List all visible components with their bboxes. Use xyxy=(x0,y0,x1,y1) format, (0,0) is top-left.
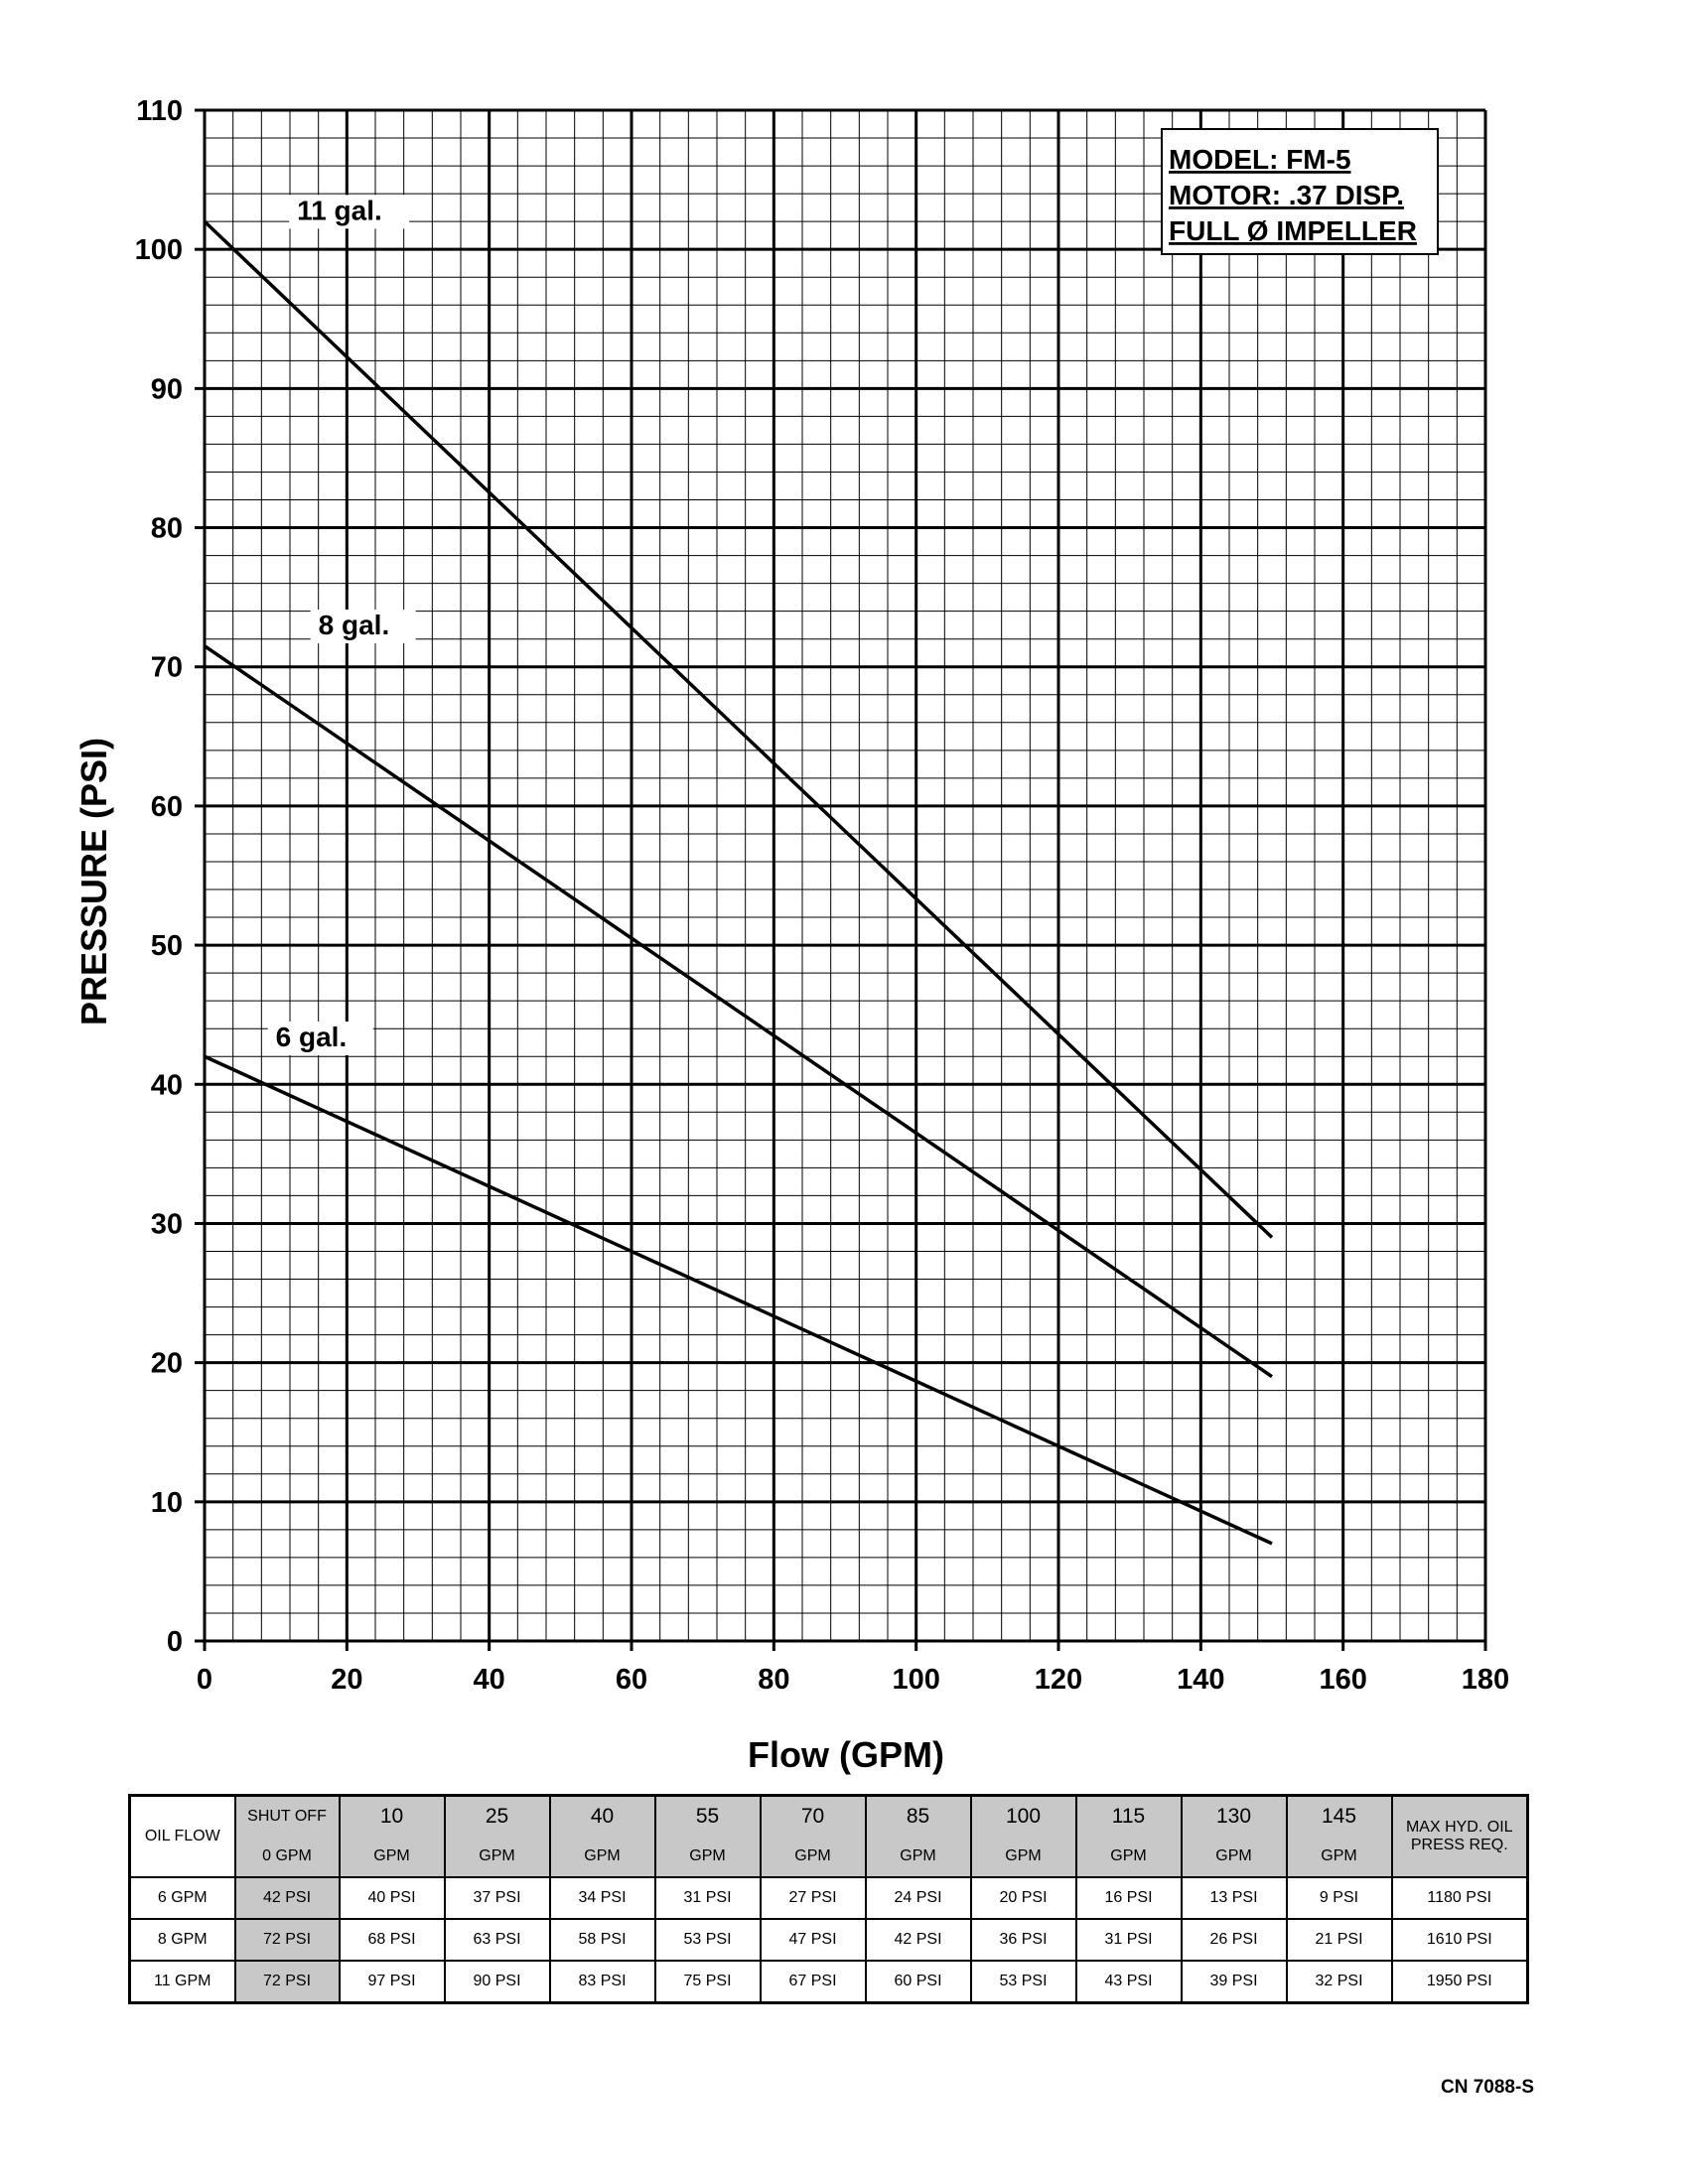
model-info-box xyxy=(1162,129,1438,254)
y-tick-label: 110 xyxy=(136,95,183,127)
flow-header-25: 25 xyxy=(445,1796,550,1838)
flow-unit: GPM xyxy=(866,1837,971,1877)
y-tick-labels xyxy=(135,95,183,1658)
y-tick-label: 70 xyxy=(150,651,183,684)
y-tick-label: 60 xyxy=(150,790,183,823)
pressure-value: 32 PSI xyxy=(1287,1961,1392,2003)
pressure-value: 53 PSI xyxy=(655,1919,761,1961)
x-tick-label: 40 xyxy=(473,1664,505,1696)
pressure-value: 83 PSI xyxy=(550,1961,655,2003)
row-label: 8 GPM xyxy=(130,1919,235,1961)
shutoff-header: SHUT OFF xyxy=(235,1796,340,1838)
flow-unit: GPM xyxy=(1182,1837,1287,1877)
flow-header-70: 70 xyxy=(761,1796,866,1838)
row-label: 6 GPM xyxy=(130,1877,235,1919)
flow-header-100: 100 xyxy=(971,1796,1076,1838)
pressure-value: 58 PSI xyxy=(550,1919,655,1961)
x-tick-label: 100 xyxy=(892,1664,940,1696)
document-code: CN 7088-S xyxy=(1441,2077,1534,2098)
pressure-value: 31 PSI xyxy=(1076,1919,1182,1961)
model-line: MODEL: FM-5 xyxy=(1169,144,1351,175)
pressure-value: 40 PSI xyxy=(340,1877,445,1919)
x-tick-label: 140 xyxy=(1177,1664,1225,1696)
row-label: 11 GPM xyxy=(130,1961,235,2003)
flow-unit: GPM xyxy=(550,1837,655,1877)
x-tick-label: 180 xyxy=(1461,1664,1510,1696)
max-pressure-value: 1180 PSI xyxy=(1392,1877,1528,1919)
shutoff-unit: 0 GPM xyxy=(235,1837,340,1877)
pressure-value: 26 PSI xyxy=(1182,1919,1287,1961)
x-tick-label: 80 xyxy=(758,1664,790,1696)
y-tick-label: 0 xyxy=(166,1626,183,1658)
pressure-value: 27 PSI xyxy=(761,1877,866,1919)
flow-unit: GPM xyxy=(340,1837,445,1877)
y-tick-label: 100 xyxy=(134,234,183,267)
flow-unit: GPM xyxy=(761,1837,866,1877)
x-tick-label: 160 xyxy=(1319,1664,1367,1696)
pressure-value: 63 PSI xyxy=(445,1919,550,1961)
shutoff-value: 72 PSI xyxy=(235,1961,340,2003)
table-body xyxy=(130,1877,1528,2003)
motor-line: MOTOR: .37 DISP. xyxy=(1169,180,1405,210)
flow-unit: GPM xyxy=(1076,1837,1182,1877)
y-tick-label: 50 xyxy=(150,930,183,963)
major-gridlines xyxy=(195,110,1485,1651)
y-tick-label: 20 xyxy=(150,1347,183,1380)
max-pressure-header: MAX HYD. OIL PRESS REQ. xyxy=(1392,1796,1528,1878)
flow-header-40: 40 xyxy=(550,1796,655,1838)
series-line-3 xyxy=(205,1056,1272,1544)
oil-flow-header: OIL FLOW xyxy=(130,1796,235,1878)
pressure-value: 42 PSI xyxy=(866,1919,971,1961)
series-label: 8 gal. xyxy=(318,610,390,641)
x-tick-label: 60 xyxy=(615,1664,648,1696)
pressure-value: 90 PSI xyxy=(445,1961,550,2003)
flow-header-55: 55 xyxy=(655,1796,761,1838)
series-label: 11 gal. xyxy=(297,195,382,226)
pressure-value: 21 PSI xyxy=(1287,1919,1392,1961)
pressure-value: 53 PSI xyxy=(971,1961,1076,2003)
series-line-2 xyxy=(205,646,1272,1377)
flow-header-85: 85 xyxy=(866,1796,971,1838)
flow-unit: GPM xyxy=(971,1837,1076,1877)
impeller-line: FULL Ø IMPELLER xyxy=(1169,215,1417,246)
y-tick-label: 40 xyxy=(150,1069,183,1102)
pressure-value: 60 PSI xyxy=(866,1961,971,2003)
y-axis-title: PRESSURE (PSI) xyxy=(73,737,114,1026)
y-tick-label: 80 xyxy=(150,512,183,545)
pressure-value: 16 PSI xyxy=(1076,1877,1182,1919)
table-row xyxy=(130,1919,1528,1961)
x-tick-label: 0 xyxy=(196,1664,213,1696)
minor-gridlines xyxy=(205,110,1485,1641)
x-tick-label: 120 xyxy=(1034,1664,1083,1696)
pressure-value: 20 PSI xyxy=(971,1877,1076,1919)
pressure-value: 9 PSI xyxy=(1287,1877,1392,1919)
shutoff-value: 42 PSI xyxy=(235,1877,340,1919)
max-pressure-value: 1950 PSI xyxy=(1392,1961,1528,2003)
pressure-value: 34 PSI xyxy=(550,1877,655,1919)
pressure-value: 37 PSI xyxy=(445,1877,550,1919)
series-lines xyxy=(205,221,1272,1544)
pressure-value: 47 PSI xyxy=(761,1919,866,1961)
pressure-value: 67 PSI xyxy=(761,1961,866,2003)
pressure-value: 75 PSI xyxy=(655,1961,761,2003)
pressure-value: 39 PSI xyxy=(1182,1961,1287,2003)
pressure-value: 68 PSI xyxy=(340,1919,445,1961)
shutoff-value: 72 PSI xyxy=(235,1919,340,1961)
flow-header-10: 10 xyxy=(340,1796,445,1838)
series-label: 6 gal. xyxy=(275,1022,348,1053)
x-axis-title: Flow (GPM) xyxy=(748,1734,944,1775)
flow-header-145: 145 xyxy=(1287,1796,1392,1838)
pressure-value: 24 PSI xyxy=(866,1877,971,1919)
max-pressure-value: 1610 PSI xyxy=(1392,1919,1528,1961)
table-row xyxy=(130,1961,1528,2003)
flow-header-115: 115 xyxy=(1076,1796,1182,1838)
y-tick-label: 90 xyxy=(150,373,183,406)
pressure-value: 31 PSI xyxy=(655,1877,761,1919)
x-tick-label: 20 xyxy=(331,1664,363,1696)
pressure-value: 97 PSI xyxy=(340,1961,445,2003)
y-tick-label: 30 xyxy=(150,1208,183,1241)
pressure-value: 43 PSI xyxy=(1076,1961,1182,2003)
table-row xyxy=(130,1877,1528,1919)
pressure-value: 13 PSI xyxy=(1182,1877,1287,1919)
flow-unit: GPM xyxy=(1287,1837,1392,1877)
x-tick-labels xyxy=(197,1664,1509,1696)
flow-unit: GPM xyxy=(445,1837,550,1877)
flow-unit: GPM xyxy=(655,1837,761,1877)
performance-table xyxy=(128,1794,1529,2004)
flow-header-130: 130 xyxy=(1182,1796,1287,1838)
pressure-value: 36 PSI xyxy=(971,1919,1076,1961)
y-tick-label: 10 xyxy=(150,1486,183,1519)
